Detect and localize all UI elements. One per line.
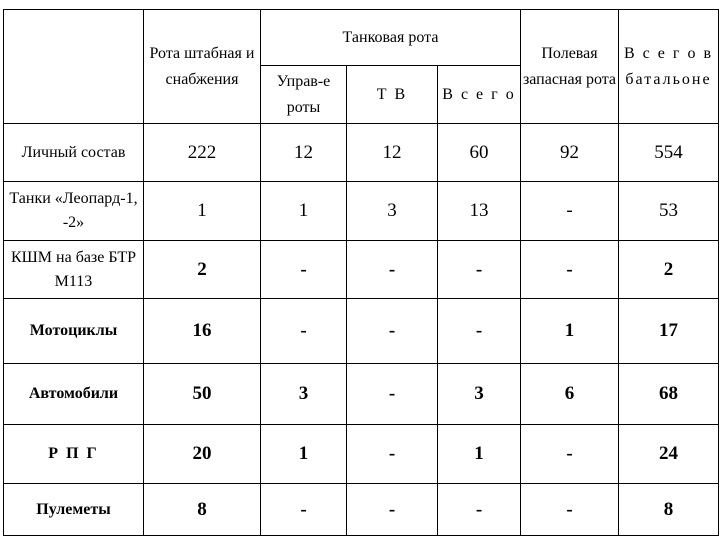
cell-tank-mgmt: - — [261, 299, 347, 364]
table-row — [4, 364, 719, 425]
cell-tank-mgmt: - — [261, 241, 347, 299]
cell-staff-company: 20 — [144, 425, 261, 484]
cell-staff-company: 1 — [144, 182, 261, 241]
cell-battalion-total: 2 — [619, 241, 719, 299]
cell-tank-total: 13 — [438, 182, 521, 241]
table-row — [4, 124, 719, 182]
cell-tank-tv: - — [347, 364, 438, 425]
cell-reserve-company: - — [521, 182, 619, 241]
header-tank-company: Танковая рота — [261, 10, 521, 66]
corner-cell — [4, 10, 144, 124]
cell-reserve-company: 6 — [521, 364, 619, 425]
cell-reserve-company: - — [521, 241, 619, 299]
cell-tank-mgmt: 12 — [261, 124, 347, 182]
cell-staff-company: 16 — [144, 299, 261, 364]
cell-tank-total: - — [438, 299, 521, 364]
row-label: Личный состав — [4, 124, 144, 182]
header-tank-total: В с е г о — [438, 66, 521, 124]
table-row — [4, 299, 719, 364]
cell-battalion-total: 53 — [619, 182, 719, 241]
cell-reserve-company: - — [521, 484, 619, 536]
cell-reserve-company: - — [521, 425, 619, 484]
cell-battalion-total: 24 — [619, 425, 719, 484]
cell-tank-mgmt: - — [261, 484, 347, 536]
cell-tank-tv: 12 — [347, 124, 438, 182]
cell-staff-company: 50 — [144, 364, 261, 425]
cell-tank-tv: - — [347, 484, 438, 536]
table-row — [4, 484, 719, 536]
header-tank-mgmt: Управ-е роты — [261, 66, 347, 124]
cell-tank-total: 3 — [438, 364, 521, 425]
cell-battalion-total: 17 — [619, 299, 719, 364]
cell-tank-tv: - — [347, 425, 438, 484]
row-label: КШМ на базе БТР М113 — [4, 241, 144, 299]
header-battalion-total: В с е г о в батальоне — [619, 10, 719, 124]
header-staff-company: Рота штабная и снабжения — [144, 10, 261, 124]
cell-tank-mgmt: 1 — [261, 425, 347, 484]
cell-tank-tv: - — [347, 299, 438, 364]
cell-staff-company: 2 — [144, 241, 261, 299]
cell-battalion-total: 554 — [619, 124, 719, 182]
row-label: Танки «Леопард-1, -2» — [4, 182, 144, 241]
cell-battalion-total: 68 — [619, 364, 719, 425]
cell-tank-tv: 3 — [347, 182, 438, 241]
cell-tank-mgmt: 3 — [261, 364, 347, 425]
cell-battalion-total: 8 — [619, 484, 719, 536]
cell-tank-tv: - — [347, 241, 438, 299]
cell-tank-mgmt: 1 — [261, 182, 347, 241]
header-reserve-company: Полевая запасная рота — [521, 10, 619, 124]
cell-staff-company: 222 — [144, 124, 261, 182]
cell-staff-company: 8 — [144, 484, 261, 536]
row-label: Автомобили — [4, 364, 144, 425]
row-label: Р П Г — [4, 425, 144, 484]
row-label: Мотоциклы — [4, 299, 144, 364]
battalion-equipment-table — [3, 9, 719, 536]
cell-reserve-company: 1 — [521, 299, 619, 364]
cell-tank-total: - — [438, 484, 521, 536]
cell-reserve-company: 92 — [521, 124, 619, 182]
cell-tank-total: 1 — [438, 425, 521, 484]
header-tank-tv: Т В — [347, 66, 438, 124]
cell-tank-total: - — [438, 241, 521, 299]
row-label: Пулеметы — [4, 484, 144, 536]
table-row — [4, 241, 719, 299]
cell-tank-total: 60 — [438, 124, 521, 182]
table-row — [4, 182, 719, 241]
table-row — [4, 425, 719, 484]
